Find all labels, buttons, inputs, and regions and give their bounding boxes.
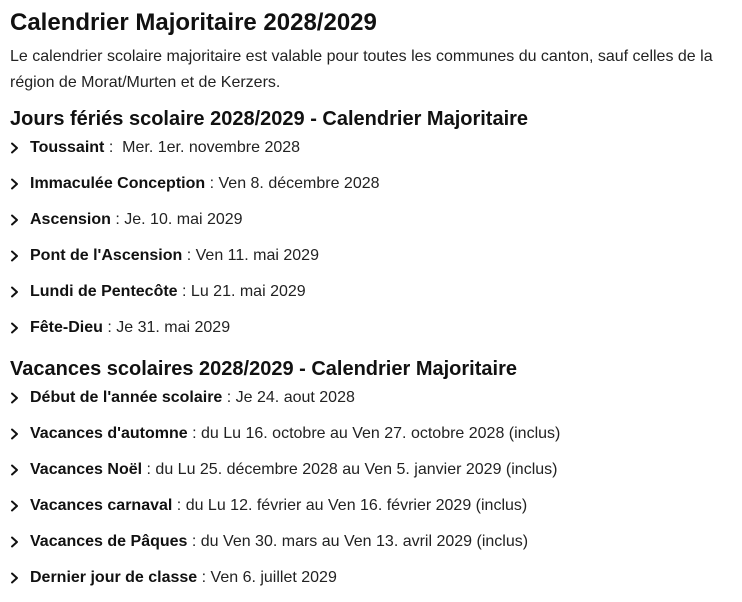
list-item — [10, 494, 732, 530]
list-item — [10, 458, 732, 494]
list-item — [10, 316, 732, 352]
vacation-period: du Lu 12. février au Ven 16. février 2029 (inclus) — [185, 497, 528, 514]
chevron-right-icon — [10, 316, 30, 340]
holidays-section — [10, 106, 732, 352]
list-item — [10, 566, 732, 602]
vacation-term: Dernier jour de classe — [30, 569, 198, 586]
vacation-term: Vacances de Pâques — [30, 533, 188, 550]
vacation-period: du Lu 16. octobre au Ven 27. octobre 2028 (inclus) — [201, 425, 561, 442]
separator: : — [197, 569, 211, 586]
chevron-right-icon — [10, 422, 30, 446]
chevron-right-icon — [10, 244, 30, 268]
holidays-list — [10, 136, 732, 352]
separator: : — [182, 247, 196, 264]
list-item — [10, 280, 732, 316]
vacation-period: du Ven 30. mars au Ven 13. avril 2029 (inclus) — [200, 533, 529, 550]
separator: : — [222, 389, 236, 406]
holiday-term: Ascension — [30, 211, 111, 228]
holiday-term: Pont de l'Ascension — [30, 247, 183, 264]
holiday-date: Lu 21. mai 2029 — [190, 283, 306, 300]
holiday-term: Lundi de Pentecôte — [30, 283, 178, 300]
intro-paragraph: Le calendrier scolaire majoritaire est valable pour toutes les communes du canton, sauf celles de la région de Morat/Murten et de Kerzers. — [10, 48, 713, 91]
separator: : — [177, 283, 191, 300]
chevron-right-icon — [10, 208, 30, 232]
chevron-right-icon — [10, 494, 30, 518]
holiday-date: Mer. 1er. novembre 2028 — [122, 139, 301, 156]
vacation-term: Vacances d'automne — [30, 425, 188, 442]
separator: : — [187, 533, 201, 550]
holidays-heading: Jours fériés scolaire 2028/2029 - Calendrier Majoritaire — [10, 108, 529, 130]
chevron-right-icon — [10, 530, 30, 554]
vacation-period: du Lu 25. décembre 2028 au Ven 5. janvier 2029 (inclus) — [155, 461, 558, 478]
page-title: Calendrier Majoritaire 2028/2029 — [10, 9, 377, 36]
separator: : — [110, 211, 125, 228]
list-item — [10, 422, 732, 458]
separator: : — [187, 425, 201, 442]
list-item — [10, 136, 732, 172]
holiday-term: Fête-Dieu — [30, 319, 103, 336]
chevron-right-icon — [10, 136, 30, 160]
list-item — [10, 244, 732, 280]
holiday-term: Toussaint — [30, 139, 105, 156]
vacation-period: Je 24. aout 2028 — [235, 389, 355, 406]
holiday-term: Immaculée Conception — [30, 175, 206, 192]
chevron-right-icon — [10, 172, 30, 196]
chevron-right-icon — [10, 386, 30, 410]
chevron-right-icon — [10, 458, 30, 482]
holiday-date: Je 31. mai 2029 — [116, 319, 231, 336]
holiday-date: Je. 10. mai 2029 — [124, 211, 243, 228]
separator: : — [104, 139, 123, 156]
chevron-right-icon — [10, 566, 30, 590]
vacations-list — [10, 386, 732, 602]
holiday-date: Ven 8. décembre 2028 — [218, 175, 380, 192]
separator: : — [102, 319, 117, 336]
separator: : — [172, 497, 186, 514]
list-item — [10, 172, 732, 208]
separator: : — [142, 461, 156, 478]
separator: : — [205, 175, 219, 192]
vacations-section — [10, 356, 732, 602]
vacation-term: Début de l'année scolaire — [30, 389, 223, 406]
vacations-heading: Vacances scolaires 2028/2029 - Calendrier Majoritaire — [10, 358, 517, 380]
vacation-period: Ven 6. juillet 2029 — [210, 569, 337, 586]
list-item — [10, 208, 732, 244]
list-item — [10, 530, 732, 566]
vacation-term: Vacances carnaval — [30, 497, 173, 514]
chevron-right-icon — [10, 280, 30, 304]
vacation-term: Vacances Noël — [30, 461, 143, 478]
holiday-date: Ven 11. mai 2029 — [195, 247, 319, 264]
list-item — [10, 386, 732, 422]
